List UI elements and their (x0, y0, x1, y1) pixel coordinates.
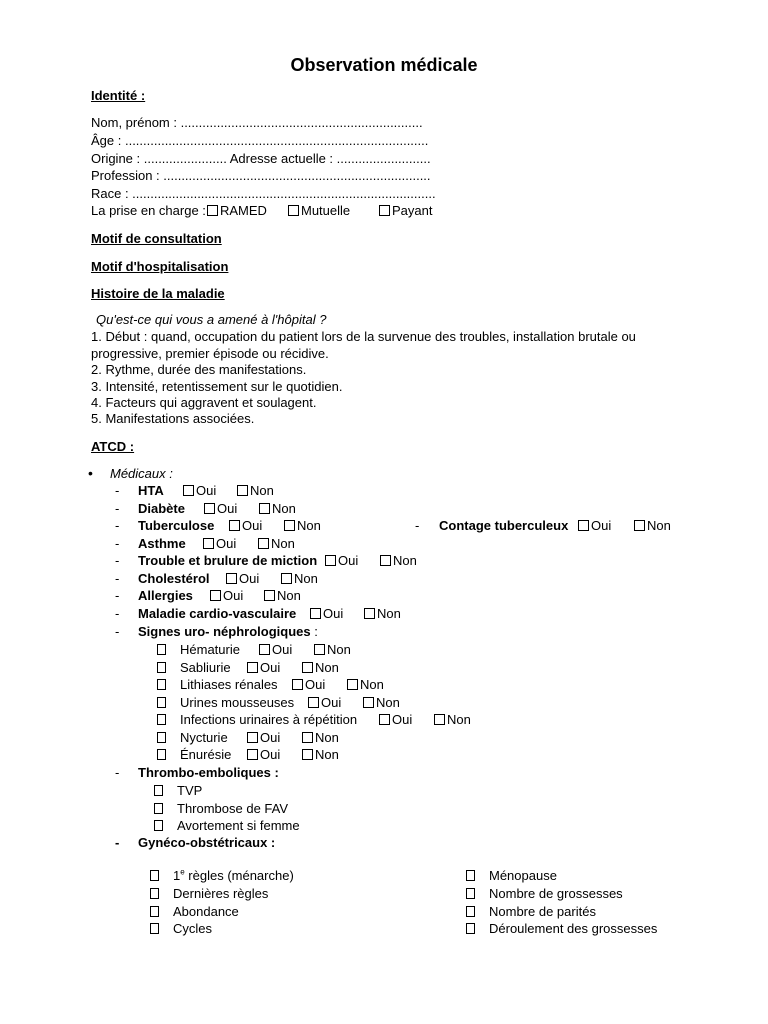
oui-option[interactable] (204, 502, 237, 515)
non-option[interactable] (347, 678, 384, 691)
non-option[interactable] (264, 589, 301, 602)
prise-en-charge-row (91, 204, 206, 217)
checkbox-icon[interactable] (288, 205, 299, 216)
profession-line: Profession : .......................................................................... (91, 168, 431, 183)
square-bullet-icon (150, 923, 159, 936)
square-bullet-icon (154, 803, 163, 816)
page-title: Observation médicale (290, 55, 478, 75)
origine-line: Origine : ....................... Adresse actuelle : .......................... (91, 151, 431, 166)
non-option[interactable] (302, 731, 339, 744)
gyneco-first-superscript: e (180, 867, 185, 877)
dash-icon: - (115, 588, 120, 603)
oui-option-label: Oui (272, 642, 293, 657)
gyneco-right-item-label: Nombre de parités (489, 904, 596, 919)
oui-option-label: Oui (223, 588, 244, 603)
square-bullet-shape (466, 923, 475, 934)
checkbox-icon[interactable] (308, 697, 319, 708)
checkbox-icon[interactable] (347, 679, 358, 690)
oui-option-label: Oui (216, 536, 237, 551)
non-option[interactable] (314, 643, 351, 656)
dash-icon: - (115, 536, 120, 551)
oui-option[interactable] (259, 643, 292, 656)
checkbox-icon[interactable] (302, 662, 313, 673)
identite-heading: Identité : (91, 88, 146, 103)
thrombo-item-label: Thrombose de FAV (177, 801, 289, 816)
non-option-label: Non (315, 660, 339, 675)
uro-item-label: Énurésie (180, 747, 232, 762)
oui-option-label: Oui (260, 660, 281, 675)
oui-option[interactable] (247, 661, 280, 674)
oui-option-label: Oui (242, 518, 263, 533)
checkbox-icon[interactable] (379, 714, 390, 725)
histoire-item: 4. Facteurs qui aggravent et soulagent. (91, 395, 317, 410)
oui-option[interactable] (292, 678, 325, 691)
checkbox-icon[interactable] (292, 679, 303, 690)
prise-label: La prise en charge : (91, 203, 206, 218)
non-option-label: Non (297, 518, 321, 533)
non-option-label: Non (315, 747, 339, 762)
checkbox-icon[interactable] (210, 590, 221, 601)
non-option[interactable] (364, 607, 401, 620)
non-option[interactable] (284, 519, 321, 532)
checkbox-icon[interactable] (310, 608, 321, 619)
non-option[interactable] (380, 554, 417, 567)
gyneco-right-item-label: Nombre de grossesses (489, 886, 623, 901)
checkbox-icon[interactable] (434, 714, 445, 725)
uro-item-label: Sabliurie (180, 660, 231, 675)
square-bullet-shape (466, 870, 475, 881)
oui-option[interactable] (308, 696, 341, 709)
histoire-heading: Histoire de la maladie (91, 286, 225, 301)
bullet-icon: • (88, 465, 93, 481)
checkbox-icon[interactable] (325, 555, 336, 566)
checkbox-icon[interactable] (284, 520, 295, 531)
oui-option-label: Oui (196, 483, 217, 498)
uro-item-label: Lithiases rénales (180, 677, 278, 692)
motif-hospitalisation-heading: Motif d'hospitalisation (91, 259, 229, 274)
condition-label: Allergies (138, 588, 193, 603)
prise-option-mutuelle[interactable]: Mutuelle (288, 204, 350, 217)
dash-icon: - (115, 483, 120, 498)
checkbox-icon[interactable] (379, 205, 390, 216)
non-option-label: Non (277, 588, 301, 603)
non-option-label: Non (376, 695, 400, 710)
checkbox-icon[interactable] (380, 555, 391, 566)
square-bullet-icon (157, 662, 166, 675)
square-bullet-icon (150, 906, 159, 919)
square-bullet-shape (150, 923, 159, 934)
histoire-item: 5. Manifestations associées. (91, 411, 255, 426)
square-bullet-shape (466, 888, 475, 899)
oui-option[interactable] (226, 572, 259, 585)
checkbox-icon[interactable] (302, 749, 313, 760)
oui-option-label: Oui (305, 677, 326, 692)
uro-item-label: Urines mousseuses (180, 695, 295, 710)
square-bullet-icon (154, 820, 163, 833)
condition-label: Asthme (138, 536, 186, 551)
uro-label-row (138, 625, 318, 638)
checkbox-icon[interactable] (237, 485, 248, 496)
condition-label: Cholestérol (138, 571, 210, 586)
histoire-item: 1. Début : quand, occupation du patient lors de la survenue des troubles, installation brutale ou (91, 329, 636, 344)
age-line: Âge : .................................................................................... (91, 133, 429, 148)
oui-option[interactable] (183, 484, 216, 497)
square-bullet-icon (466, 906, 475, 919)
condition-label: Tuberculose (138, 518, 215, 533)
non-option[interactable] (259, 502, 296, 515)
histoire-item: progressive, premier épisode ou récidive. (91, 346, 329, 361)
non-option[interactable] (302, 748, 339, 761)
gyneco-label: Gynéco-obstétricaux : (138, 835, 276, 850)
medicaux-label: Médicaux : (110, 466, 173, 481)
square-bullet-icon (466, 888, 475, 901)
non-option-label: Non (377, 606, 401, 621)
oui-option-label: Oui (321, 695, 342, 710)
checkbox-icon[interactable] (229, 520, 240, 531)
oui-option[interactable] (310, 607, 343, 620)
oui-option[interactable]: Oui (578, 519, 611, 532)
non-option[interactable] (363, 696, 400, 709)
checkbox-icon[interactable] (204, 503, 215, 514)
checkbox-icon[interactable] (281, 573, 292, 584)
checkbox-icon[interactable] (247, 662, 258, 673)
gyneco-item-label: Cycles (173, 921, 213, 936)
non-option-label: Non (447, 712, 471, 727)
oui-option[interactable] (325, 554, 358, 567)
gyneco-right-item-label: Ménopause (489, 868, 557, 883)
dash-icon: - (415, 518, 420, 533)
square-bullet-shape (157, 749, 166, 760)
uro-label: Signes uro- néphrologiques (138, 624, 311, 639)
checkbox-icon[interactable] (183, 485, 194, 496)
oui-option-label: Oui (239, 571, 260, 586)
square-bullet-icon (157, 732, 166, 745)
non-option[interactable] (434, 713, 471, 726)
non-option-label: Non (272, 501, 296, 516)
square-bullet-shape (157, 679, 166, 690)
square-bullet-icon (157, 749, 166, 762)
nom-line: Nom, prénom : ................................................................... (91, 115, 423, 130)
gyneco-item-label: Dernières règles (173, 886, 269, 901)
square-bullet-shape (466, 906, 475, 917)
uro-item-label: Hématurie (180, 642, 240, 657)
dash-icon: - (115, 571, 120, 586)
non-option-label: Non (360, 677, 384, 692)
checkbox-icon[interactable] (247, 749, 258, 760)
oui-option[interactable] (229, 519, 262, 532)
uro-item-label: Nycturie (180, 730, 228, 745)
checkbox-icon[interactable] (363, 697, 374, 708)
thrombo-item-label: Avortement si femme (177, 818, 300, 833)
condition-label: Trouble et brulure de miction (138, 553, 318, 568)
oui-option-label: Oui (338, 553, 359, 568)
dash-icon: - (115, 606, 120, 621)
square-bullet-shape (157, 644, 166, 655)
motif-consultation-heading: Motif de consultation (91, 231, 222, 246)
checkbox-icon[interactable] (314, 644, 325, 655)
gyneco-right-item-label: Déroulement des grossesses (489, 921, 658, 936)
non-option-label: Non (315, 730, 339, 745)
checkbox-icon[interactable] (634, 520, 645, 531)
oui-option-label: Oui (392, 712, 413, 727)
square-bullet-icon (157, 714, 166, 727)
dash-icon: - (115, 518, 120, 533)
square-bullet-icon (466, 870, 475, 883)
non-option-label: Non (294, 571, 318, 586)
checkbox-icon[interactable] (226, 573, 237, 584)
oui-option-label: Oui (260, 730, 281, 745)
non-option[interactable] (237, 484, 274, 497)
checkbox-icon[interactable] (578, 520, 589, 531)
dash-icon: - (115, 553, 120, 568)
square-bullet-icon (154, 785, 163, 798)
square-bullet-icon (157, 679, 166, 692)
non-option[interactable]: Non (634, 519, 671, 532)
condition-label: HTA (138, 483, 164, 498)
oui-option-label: Oui (260, 747, 281, 762)
dash-icon: - (115, 624, 120, 639)
oui-option-label: Oui (217, 501, 238, 516)
checkbox-icon[interactable] (302, 732, 313, 743)
square-bullet-shape (157, 662, 166, 673)
square-bullet-icon (150, 888, 159, 901)
histoire-question: Qu'est-ce qui vous a amené à l'hôpital ? (96, 312, 327, 327)
checkbox-icon[interactable] (207, 205, 218, 216)
gyneco-first-number: 1 (173, 868, 181, 883)
square-bullet-shape (150, 906, 159, 917)
square-bullet-icon (157, 644, 166, 657)
oui-option[interactable] (210, 589, 243, 602)
uro-item-label: Infections urinaires à répétition (180, 712, 358, 727)
square-bullet-shape (157, 714, 166, 725)
prise-option-ramed[interactable]: RAMED (207, 204, 267, 217)
dash-icon: - (115, 765, 120, 780)
square-bullet-shape (157, 697, 166, 708)
square-bullet-shape (154, 803, 163, 814)
oui-option[interactable] (247, 748, 280, 761)
checkbox-icon[interactable] (259, 644, 270, 655)
oui-option-label: Oui (323, 606, 344, 621)
non-option-label: Non (250, 483, 274, 498)
thrombo-label: Thrombo-emboliques : (138, 765, 279, 780)
oui-option[interactable] (247, 731, 280, 744)
gyneco-item-label (173, 869, 294, 882)
non-option-label: Non (271, 536, 295, 551)
non-option[interactable] (302, 661, 339, 674)
contage-label: Contage tuberculeux (439, 518, 569, 533)
gyneco-first-rest: règles (ménarche) (184, 868, 294, 883)
square-bullet-icon (150, 870, 159, 883)
prise-option-payant[interactable]: Payant (379, 204, 432, 217)
oui-option[interactable] (203, 537, 236, 550)
square-bullet-shape (150, 870, 159, 881)
dash-icon: - (115, 501, 120, 516)
square-bullet-shape (157, 732, 166, 743)
condition-label: Diabète (138, 501, 185, 516)
square-bullet-icon (466, 923, 475, 936)
square-bullet-shape (154, 785, 163, 796)
dash-icon: - (115, 835, 120, 850)
atcd-heading: ATCD : (91, 439, 135, 454)
non-option-label: Non (393, 553, 417, 568)
checkbox-icon[interactable] (203, 538, 214, 549)
non-option[interactable] (258, 537, 295, 550)
checkbox-icon[interactable] (258, 538, 269, 549)
histoire-item: 3. Intensité, retentissement sur le quotidien. (91, 379, 343, 394)
oui-option[interactable] (379, 713, 412, 726)
race-line: Race : .................................................................................... (91, 186, 436, 201)
condition-label: Maladie cardio-vasculaire (138, 606, 297, 621)
non-option-label: Non (327, 642, 351, 657)
square-bullet-icon (157, 697, 166, 710)
uro-colon: : (310, 624, 318, 639)
checkbox-icon[interactable] (264, 590, 275, 601)
histoire-item: 2. Rythme, durée des manifestations. (91, 362, 307, 377)
checkbox-icon[interactable] (364, 608, 375, 619)
non-option[interactable] (281, 572, 318, 585)
gyneco-item-label: Abondance (173, 904, 239, 919)
checkbox-icon[interactable] (247, 732, 258, 743)
thrombo-item-label: TVP (177, 783, 203, 798)
checkbox-icon[interactable] (259, 503, 270, 514)
square-bullet-shape (150, 888, 159, 899)
square-bullet-shape (154, 820, 163, 831)
